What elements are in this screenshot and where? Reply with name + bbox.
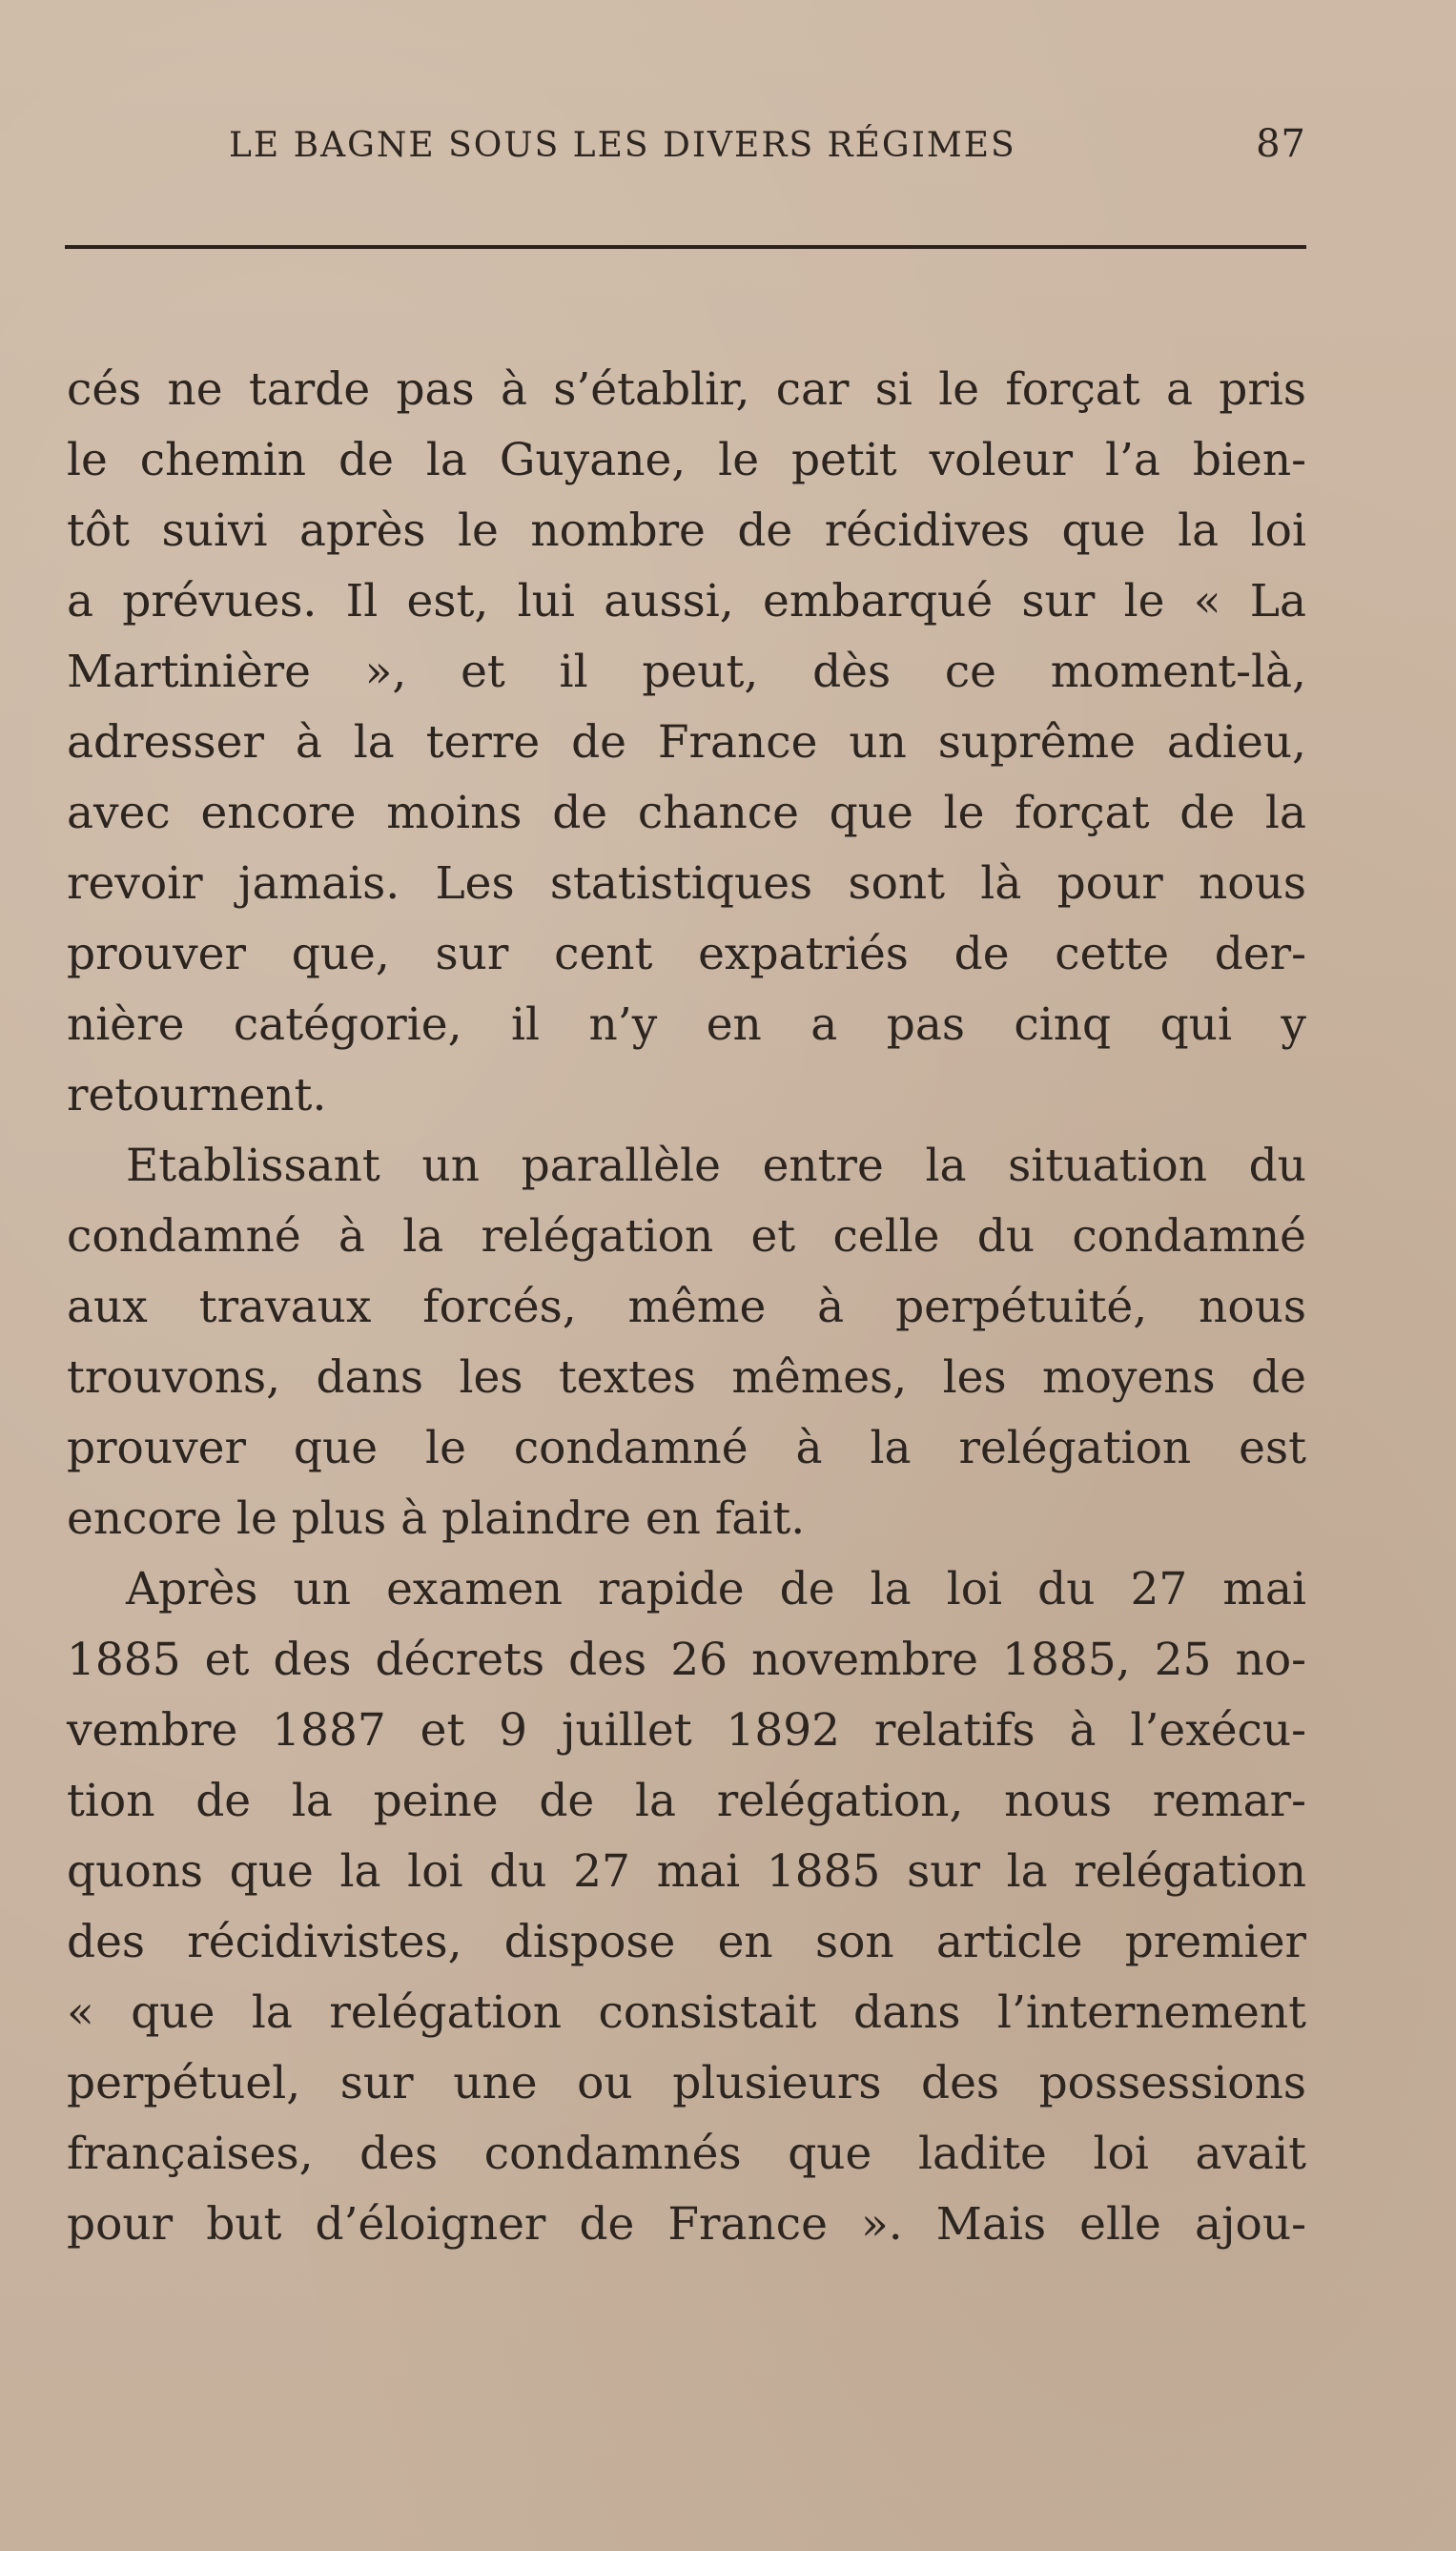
text-line: quons que la loi du 27 mai 1885 sur la relégation: [67, 1845, 1306, 1898]
text-line: aux travaux forcés, même à perpétuité, nous: [67, 1281, 1306, 1333]
text-line: prouver que, sur cent expatriés de cette der-: [67, 928, 1306, 980]
text-line: « que la relégation consistait dans l’internement: [67, 1986, 1306, 2039]
body-text: [67, 355, 1306, 2260]
running-head: [229, 122, 1306, 170]
header-rule: [65, 245, 1306, 249]
text-line: prouver que le condamné à la relégation est: [67, 1422, 1306, 1474]
text-line: nière catégorie, il n’y en a pas cinq qui y: [67, 998, 1306, 1051]
text-line: avec encore moins de chance que le forçat de la: [67, 787, 1306, 839]
text-line: revoir jamais. Les statistiques sont là pour nous: [67, 857, 1306, 910]
text-line: vembre 1887 et 9 juillet 1892 relatifs à l’exécu-: [67, 1704, 1306, 1757]
text-line: encore le plus à plaindre en fait.: [67, 1492, 806, 1545]
text-line: perpétuel, sur une ou plusieurs des possessions: [67, 2057, 1306, 2109]
text-line: pour but d’éloigner de France ». Mais elle ajou-: [67, 2198, 1306, 2251]
text-line: condamné à la relégation et celle du condamné: [67, 1210, 1306, 1263]
text-line: des récidivistes, dispose en son article premier: [67, 1916, 1306, 1968]
text-line: tôt suivi après le nombre de récidives que la loi: [67, 504, 1306, 557]
text-line: 1885 et des décrets des 26 novembre 1885, 25 no-: [67, 1634, 1306, 1686]
text-line: Martinière », et il peut, dès ce moment-là,: [67, 646, 1306, 698]
text-line: trouvons, dans les textes mêmes, les moyens de: [67, 1351, 1306, 1404]
text-line: a prévues. Il est, lui aussi, embarqué sur le « La: [67, 575, 1306, 627]
text-line: le chemin de la Guyane, le petit voleur l’a bien-: [67, 434, 1306, 486]
text-line: françaises, des condamnés que ladite loi avait: [67, 2128, 1306, 2180]
text-line: Etablissant un parallèle entre la situation du: [126, 1140, 1306, 1192]
text-line: Après un examen rapide de la loi du 27 mai: [126, 1563, 1306, 1615]
text-line: retournent.: [67, 1069, 327, 1121]
text-line: cés ne tarde pas à s’établir, car si le forçat a pris: [67, 363, 1306, 416]
text-line: tion de la peine de la relégation, nous remar-: [67, 1775, 1306, 1827]
running-title: LE BAGNE SOUS LES DIVERS RÉGIMES: [229, 126, 1016, 165]
page-number: 87: [1256, 122, 1306, 166]
text-line: adresser à la terre de France un suprême adieu,: [67, 716, 1306, 769]
